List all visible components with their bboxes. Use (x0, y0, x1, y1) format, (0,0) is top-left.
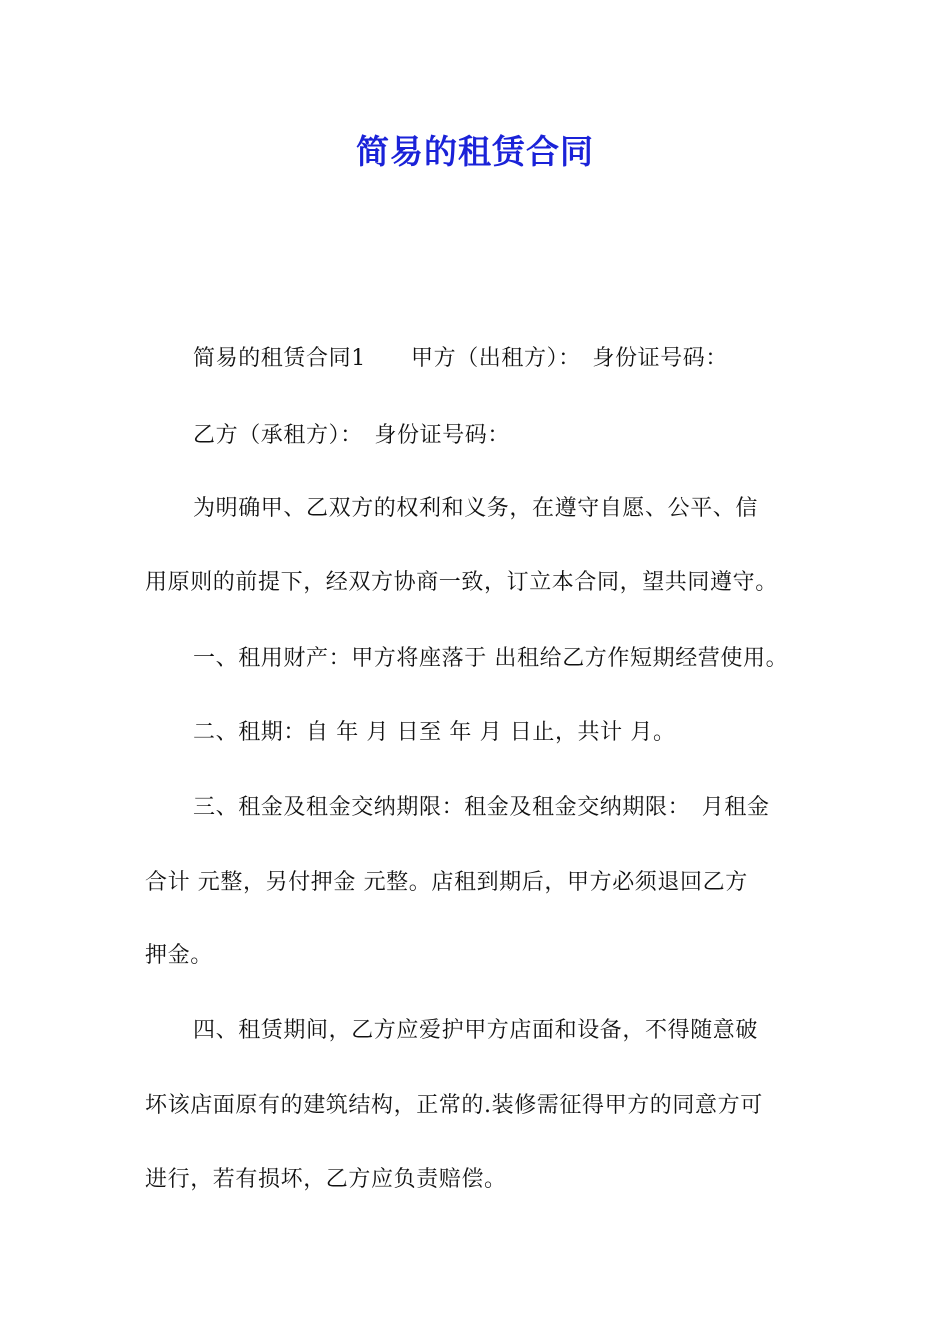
clause-3-line-3: 押金。 (145, 943, 213, 968)
party-a-line: 简易的租赁合同1 甲方（出租方）： 身份证号码： (193, 346, 728, 371)
clause-3-line-1: 三、租金及租金交纳期限：租金及租金交纳期限： 月租金 (193, 795, 770, 820)
clause-1-line: 一、租用财产：甲方将座落于 出租给乙方作短期经营使用。 (193, 646, 789, 671)
clause-2-line: 二、租期：自 年 月 日至 年 月 日止，共计 月。 (193, 720, 676, 745)
clause-4-line-3: 进行，若有损坏，乙方应负责赔偿。 (145, 1167, 507, 1192)
party-b-line: 乙方（承租方）： 身份证号码： (193, 423, 511, 448)
clause-4-line-2: 坏该店面原有的建筑结构，正常的.装修需征得甲方的同意方可 (145, 1093, 763, 1118)
document-title: 简易的租赁合同 (356, 132, 594, 171)
clause-3-line-2: 合计 元整，另付押金 元整。店租到期后，甲方必须退回乙方 (145, 870, 748, 895)
clause-4-line-1: 四、租赁期间，乙方应爱护甲方店面和设备，不得随意破 (193, 1018, 759, 1043)
preamble-line-2: 用原则的前提下，经双方协商一致，订立本合同，望共同遵守。 (145, 570, 778, 595)
preamble-line-1: 为明确甲、乙双方的权利和义务，在遵守自愿、公平、信 (193, 496, 759, 521)
